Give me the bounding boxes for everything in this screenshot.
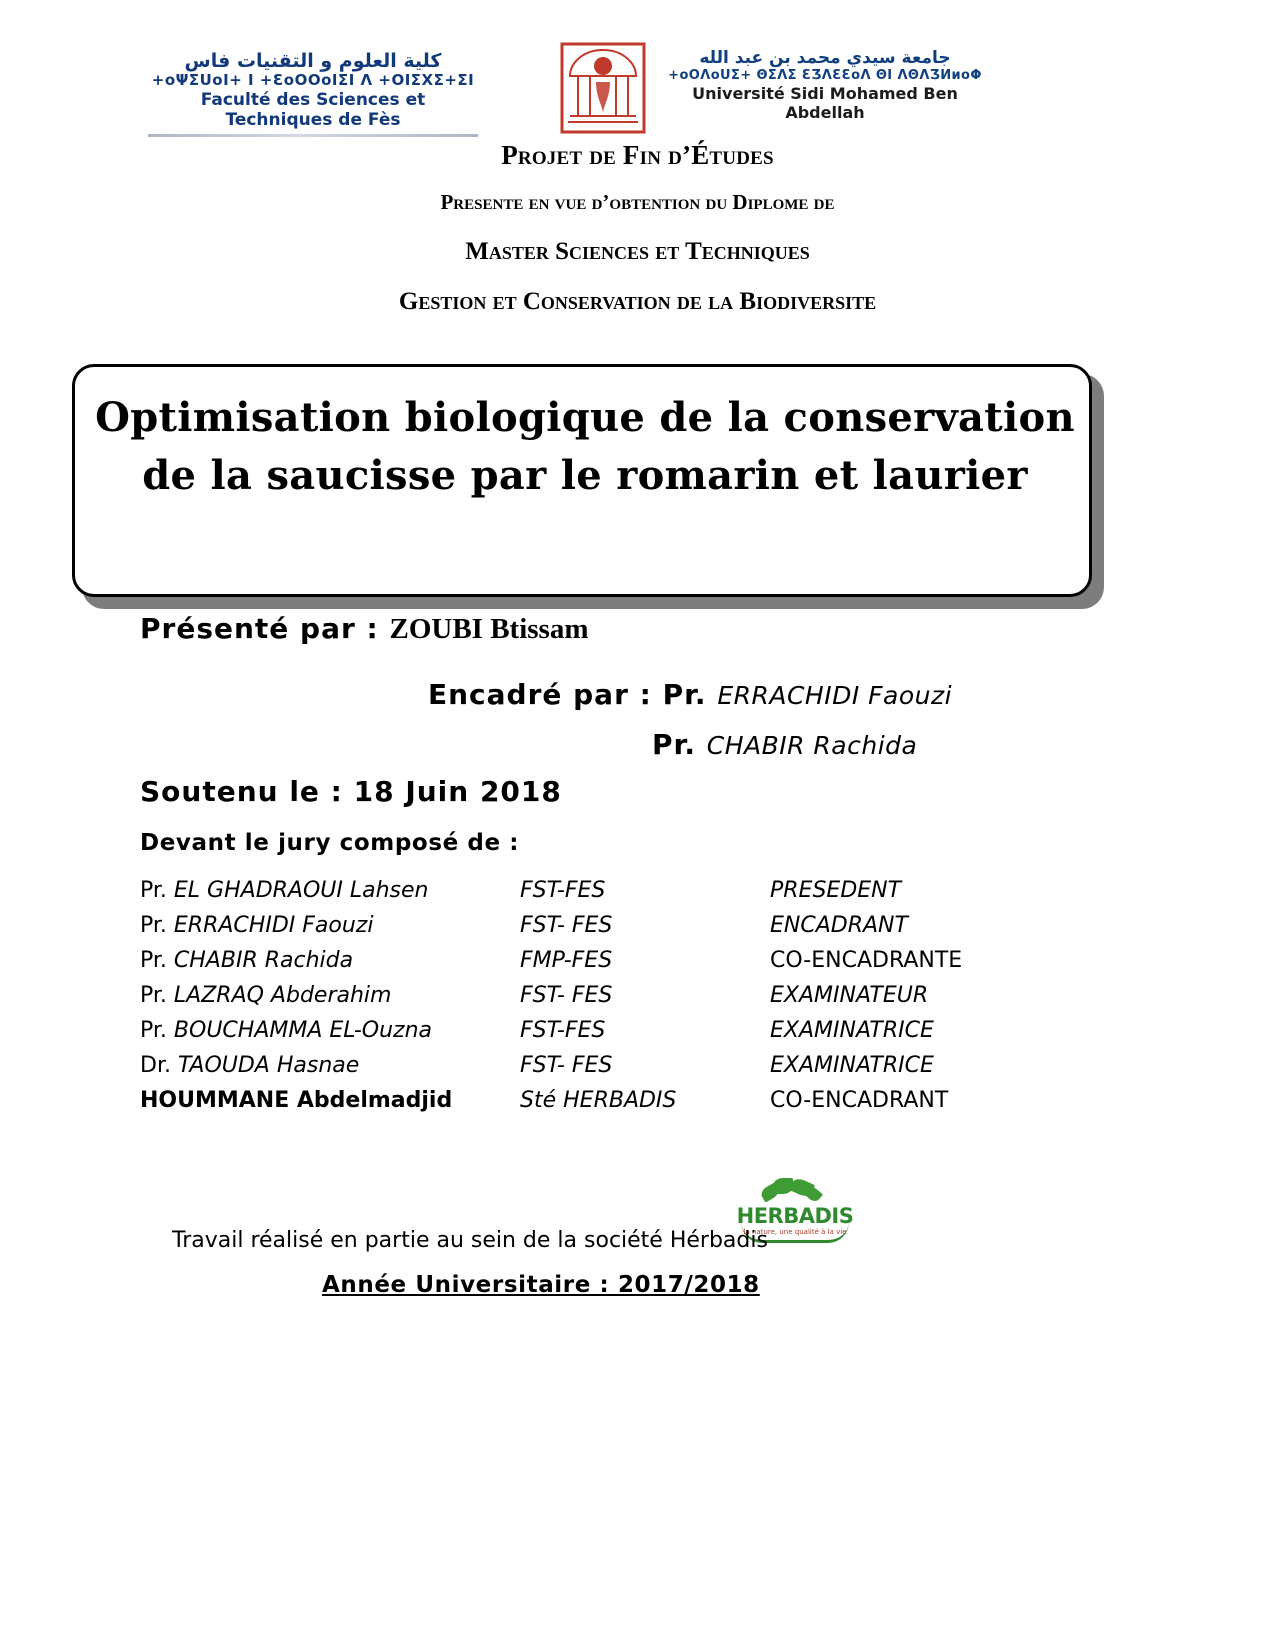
table-row	[140, 983, 1040, 1018]
jury-member-affiliation: FST- FES	[520, 913, 613, 938]
supervisor-1-name: ERRACHIDI Faouzi	[717, 681, 953, 710]
jury-member-name: CHABIR Rachida	[173, 948, 354, 973]
jury-member-name: HOUMMANE Abdelmadjid	[140, 1088, 453, 1113]
jury-member-name: EL GHADRAOUI Lahsen	[173, 878, 429, 903]
supervisor-line-2	[652, 728, 917, 761]
table-row	[140, 948, 1040, 983]
author-line	[140, 612, 589, 646]
jury-member-role: ENCADRANT	[770, 913, 908, 938]
defense-date-line	[140, 775, 562, 808]
jury-member-role: EXAMINATRICE	[770, 1053, 934, 1078]
defense-label: Soutenu le :	[140, 775, 343, 808]
jury-member-prefix: Pr.	[140, 913, 167, 938]
academic-year: Année Universitaire : 2017/2018	[322, 1272, 760, 1298]
supervisor-line-1	[428, 678, 952, 711]
faculty-logo-divider	[148, 134, 478, 137]
faculty-logo-french: Faculté des Sciences et Techniques de Fès	[200, 90, 426, 131]
jury-member-affiliation: Sté HERBADIS	[520, 1088, 677, 1113]
author-label: Présenté par :	[140, 612, 379, 645]
faculty-logo	[148, 50, 478, 137]
table-row	[140, 1088, 1040, 1123]
jury-label: Devant le jury composé de :	[140, 830, 520, 856]
title-box	[72, 364, 1092, 597]
jury-member-affiliation: FST- FES	[520, 1053, 613, 1078]
author-name: ZOUBI Btissam	[389, 613, 589, 645]
jury-member-prefix: Dr.	[140, 1053, 171, 1078]
jury-member-prefix: Pr.	[140, 983, 167, 1008]
jury-member-affiliation: FST- FES	[520, 983, 613, 1008]
jury-member-role: CO-ENCADRANT	[770, 1088, 949, 1113]
supervisor-2-prefix: Pr.	[652, 728, 696, 761]
jury-member-role: EXAMINATRICE	[770, 1018, 934, 1043]
table-row	[140, 1053, 1040, 1088]
university-logo-arabic: جامعة سيدي محمد بن عبد الله	[699, 48, 951, 68]
jury-member-role: PRESEDENT	[770, 878, 902, 903]
university-logo	[660, 48, 990, 122]
jury-member-name: ERRACHIDI Faouzi	[173, 913, 374, 938]
supervisor-2-name: CHABIR Rachida	[706, 731, 918, 760]
herbadis-logo-tagline: la nature, une qualité à la vie	[743, 1228, 847, 1236]
university-logo-french: Université Sidi Mohamed Ben Abdellah	[692, 83, 958, 123]
degree-specialty-line: Gestion et Conservation de la Biodiversite	[398, 288, 877, 315]
faculty-logo-tifinagh: +oΨΣUoI+ I +ƐoΟΟoIΣI Λ +ΟIΣΧΣ+ΣI	[151, 71, 475, 90]
page-title-line1: Optimisation biologique de la conservation	[95, 394, 1075, 441]
jury-member-name: LAZRAQ Abderahim	[173, 983, 392, 1008]
jury-member-role: CO-ENCADRANTE	[770, 948, 963, 973]
jury-member-prefix: Pr.	[140, 878, 167, 903]
university-seal-icon	[560, 42, 646, 134]
partnership-note: Travail réalisé en partie au sein de la société Hérbadis	[172, 1228, 768, 1253]
jury-member-role: EXAMINATEUR	[770, 983, 929, 1008]
jury-member-affiliation: FST-FES	[520, 878, 606, 903]
defense-date: 18 Juin 2018	[353, 775, 562, 808]
faculty-logo-arabic: كلية العلوم و التقنيات فاس	[184, 50, 442, 72]
jury-member-name: TAOUDA Hasnae	[177, 1053, 360, 1078]
degree-name-line: Master Sciences et Techniques	[465, 238, 810, 265]
jury-member-name: BOUCHAMMA EL-Ouzna	[173, 1018, 432, 1043]
jury-member-prefix: Pr.	[140, 1018, 167, 1043]
table-row	[140, 913, 1040, 948]
supervisor-label: Encadré par :	[428, 678, 652, 711]
table-row	[140, 878, 1040, 913]
degree-purpose-line: Presente en vue d’obtention du Diplome de	[440, 190, 835, 214]
university-logo-tifinagh: +oΟΛoUΣ+ ΘΣΛΣ ƐƷΛƐƐoΛ ΘI ΛΘΛƷИиoΦ	[668, 68, 982, 84]
jury-member-affiliation: FST-FES	[520, 1018, 606, 1043]
supervisor-1-prefix: Pr.	[662, 678, 707, 711]
page-header	[0, 22, 1275, 132]
herbadis-logo-name: HERBADIS	[736, 1204, 854, 1228]
page-title-line2: de la saucisse par le romarin et laurier	[142, 452, 1028, 499]
jury-member-prefix: Pr.	[140, 948, 167, 973]
table-row	[140, 1018, 1040, 1053]
page-title	[75, 389, 1095, 505]
jury-member-affiliation: FMP-FES	[520, 948, 613, 973]
jury-table	[140, 878, 1040, 1123]
document-type-heading: Projet de Fin d’Études	[501, 140, 774, 170]
